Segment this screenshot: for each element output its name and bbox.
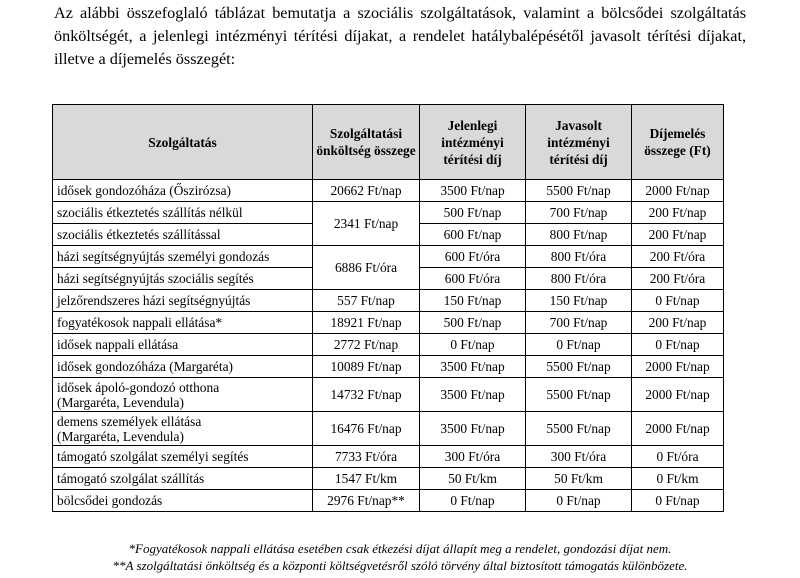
- service-cell: idősek gondozóháza (Margaréta): [53, 356, 313, 378]
- current-fee-cell: 600 Ft/óra: [420, 246, 526, 268]
- increase-cell: 0 Ft/nap: [632, 490, 724, 512]
- cost-cell: 557 Ft/nap: [313, 290, 420, 312]
- service-cell: szociális étkeztetés szállítás nélkül: [53, 202, 313, 224]
- table-row: [53, 446, 724, 468]
- service-cell: idősek nappali ellátása: [53, 334, 313, 356]
- proposed-fee-cell: 300 Ft/óra: [526, 446, 632, 468]
- header-current-fee: Jelenlegi intézményi térítési díj: [420, 105, 526, 180]
- table-row: [53, 356, 724, 378]
- current-fee-cell: 3500 Ft/nap: [420, 180, 526, 202]
- service-cell: fogyatékosok nappali ellátása*: [53, 312, 313, 334]
- proposed-fee-cell: 50 Ft/km: [526, 468, 632, 490]
- table-row: [53, 412, 724, 446]
- current-fee-cell: 3500 Ft/nap: [420, 412, 526, 446]
- proposed-fee-cell: 5500 Ft/nap: [526, 356, 632, 378]
- current-fee-cell: 0 Ft/nap: [420, 334, 526, 356]
- service-cell: [53, 378, 313, 412]
- proposed-fee-cell: 150 Ft/nap: [526, 290, 632, 312]
- service-line-2: (Margaréta, Levendula): [57, 428, 184, 444]
- header-cost: Szolgáltatási önköltség összege: [313, 105, 420, 180]
- service-cell: szociális étkeztetés szállítással: [53, 224, 313, 246]
- service-line-2: (Margaréta, Levendula): [57, 394, 184, 410]
- current-fee-cell: 150 Ft/nap: [420, 290, 526, 312]
- increase-cell: 200 Ft/óra: [632, 268, 724, 290]
- proposed-fee-cell: 700 Ft/nap: [526, 312, 632, 334]
- cost-cell: 14732 Ft/nap: [313, 378, 420, 412]
- proposed-fee-cell: 0 Ft/nap: [526, 490, 632, 512]
- current-fee-cell: 500 Ft/nap: [420, 312, 526, 334]
- increase-cell: 200 Ft/óra: [632, 246, 724, 268]
- current-fee-cell: 0 Ft/nap: [420, 490, 526, 512]
- table-row: [53, 202, 724, 224]
- increase-cell: 200 Ft/nap: [632, 224, 724, 246]
- current-fee-cell: 600 Ft/nap: [420, 224, 526, 246]
- service-cell: támogató szolgálat személyi segítés: [53, 446, 313, 468]
- service-line-1: idősek ápoló-gondozó otthona: [57, 379, 220, 395]
- cost-cell: 6886 Ft/óra: [313, 246, 420, 290]
- increase-cell: 2000 Ft/nap: [632, 180, 724, 202]
- current-fee-cell: 3500 Ft/nap: [420, 378, 526, 412]
- increase-cell: 2000 Ft/nap: [632, 412, 724, 446]
- table-row: [53, 378, 724, 412]
- footnote-1: *Fogyatékosok nappali ellátása esetében csak étkezési díjat állapít meg a rendelet, gondozási díjat nem.: [128, 541, 672, 556]
- service-cell: támogató szolgálat szállítás: [53, 468, 313, 490]
- header-service: Szolgáltatás: [53, 105, 313, 180]
- table-row: [53, 290, 724, 312]
- fee-table: [52, 104, 724, 512]
- increase-cell: 2000 Ft/nap: [632, 378, 724, 412]
- increase-cell: 0 Ft/km: [632, 468, 724, 490]
- cost-cell: 2976 Ft/nap**: [313, 490, 420, 512]
- increase-cell: 0 Ft/óra: [632, 446, 724, 468]
- current-fee-cell: 300 Ft/óra: [420, 446, 526, 468]
- cost-cell: 20662 Ft/nap: [313, 180, 420, 202]
- table-row: [53, 312, 724, 334]
- proposed-fee-cell: 700 Ft/nap: [526, 202, 632, 224]
- cost-cell: 16476 Ft/nap: [313, 412, 420, 446]
- proposed-fee-cell: 5500 Ft/nap: [526, 412, 632, 446]
- intro-paragraph: Az alábbi összefoglaló táblázat bemutatja a szociális szolgáltatások, valamint a bölcsődei szolgáltatás önköltségét, a jelenlegi intézményi térítési díjakat, a rendelet hatálybalépésétől javasolt térítési díjakat, illetve a díjemelés összegét:: [54, 4, 746, 68]
- table-row: [53, 468, 724, 490]
- cost-cell: 1547 Ft/km: [313, 468, 420, 490]
- table-row: [53, 180, 724, 202]
- table-header-row: [53, 105, 724, 180]
- increase-cell: 200 Ft/nap: [632, 312, 724, 334]
- service-cell: [53, 412, 313, 446]
- increase-cell: 2000 Ft/nap: [632, 356, 724, 378]
- header-proposed-fee: Javasolt intézményi térítési díj: [526, 105, 632, 180]
- service-cell: házi segítségnyújtás szociális segítés: [53, 268, 313, 290]
- table-row: [53, 246, 724, 268]
- service-cell: jelzőrendszeres házi segítségnyújtás: [53, 290, 313, 312]
- proposed-fee-cell: 800 Ft/óra: [526, 268, 632, 290]
- service-line-1: demens személyek ellátása: [57, 413, 202, 429]
- increase-cell: 0 Ft/nap: [632, 334, 724, 356]
- proposed-fee-cell: 5500 Ft/nap: [526, 180, 632, 202]
- cost-cell: 2341 Ft/nap: [313, 202, 420, 246]
- cost-cell: 18921 Ft/nap: [313, 312, 420, 334]
- current-fee-cell: 500 Ft/nap: [420, 202, 526, 224]
- proposed-fee-cell: 800 Ft/óra: [526, 246, 632, 268]
- service-cell: idősek gondozóháza (Őszirózsa): [53, 180, 313, 202]
- service-cell: házi segítségnyújtás személyi gondozás: [53, 246, 313, 268]
- current-fee-cell: 50 Ft/km: [420, 468, 526, 490]
- header-increase: Díjemelés összege (Ft): [632, 105, 724, 180]
- service-cell: bölcsődei gondozás: [53, 490, 313, 512]
- increase-cell: 0 Ft/nap: [632, 290, 724, 312]
- current-fee-cell: 3500 Ft/nap: [420, 356, 526, 378]
- table-row: [53, 490, 724, 512]
- current-fee-cell: 600 Ft/óra: [420, 268, 526, 290]
- table-row: [53, 334, 724, 356]
- proposed-fee-cell: 800 Ft/nap: [526, 224, 632, 246]
- cost-cell: 10089 Ft/nap: [313, 356, 420, 378]
- cost-cell: 2772 Ft/nap: [313, 334, 420, 356]
- proposed-fee-cell: 0 Ft/nap: [526, 334, 632, 356]
- increase-cell: 200 Ft/nap: [632, 202, 724, 224]
- cost-cell: 7733 Ft/óra: [313, 446, 420, 468]
- proposed-fee-cell: 5500 Ft/nap: [526, 378, 632, 412]
- footnote-2: **A szolgáltatási önköltség és a központi költségvetésről szóló törvény által biztosított támogatás különbözete.: [112, 558, 688, 573]
